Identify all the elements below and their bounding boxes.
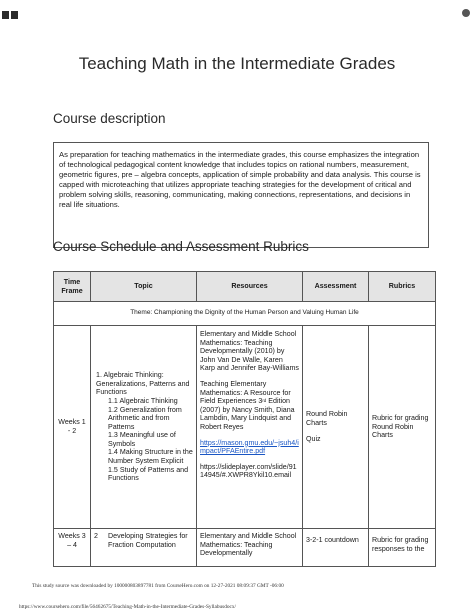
row1-subtopic: 1.3 Meaningful use of Symbols xyxy=(108,431,176,448)
row1-resource-2-sup: rd xyxy=(262,398,267,404)
row1-assessment-1: Round Robin Charts xyxy=(306,410,348,427)
row2-resource: Elementary and Middle School Mathematics: Teaching Developmentally xyxy=(197,529,303,567)
theme-text: Theme: Championing the Dignity of the Human Person and Valuing Human Life xyxy=(54,302,436,326)
corner-logo-icon xyxy=(1,9,19,21)
row1-link-1[interactable]: https://mason.gmu.edu/~jsuh4/impact/PFAEntire.pdf xyxy=(200,438,299,456)
download-notice: This study source was downloaded by 100000803897781 from CourseHero.com on 12-27-2021 08:09:37 GMT -06:00 xyxy=(32,583,284,589)
theme-row xyxy=(54,302,436,326)
row2-topic xyxy=(91,529,197,567)
row1-subtopic: 1.2 Generalization from Arithmetic and from Patterns xyxy=(108,405,182,431)
row1-resources xyxy=(197,326,303,529)
row1-subtopic: 1.5 Study of Patterns and Functions xyxy=(108,465,189,483)
header-time-frame: Time Frame xyxy=(54,272,91,302)
row1-resource-2-text-end: Edition (2007) by Nancy Smith, Diana Lambdin, Mary Lindquist and Robert Reyes xyxy=(200,397,295,431)
header-resources: Resources xyxy=(197,272,303,302)
row1-assessment xyxy=(303,326,369,529)
row2-rubric: Rubric for grading responses to the xyxy=(369,529,436,567)
table-header-row xyxy=(54,272,436,302)
row2-topic-text: Developing Strategies for Fraction Computation xyxy=(108,532,188,549)
row1-resource-2 xyxy=(200,380,299,432)
row1-rubric: Rubric for grading Round Robin Charts xyxy=(369,326,436,529)
course-description-text: As preparation for teaching mathematics in the intermediate grades, this course emphasizes the integration of technological pedagogical content knowledge that includes topics on rational numbers, measurement, geometric figures, pre – algebra concepts, application of simple probability and data analysis. This course is capped with microteaching that utilizes appropriate teaching strategies for the development of critical and problem solving skills, reasoning, communicating, making connections, representations, and decisions in real life situations. xyxy=(59,150,421,209)
schedule-table xyxy=(53,271,436,567)
row1-link-2[interactable]: https://slideplayer.com/slide/9114945/#.XWPR8Ykil10.email xyxy=(200,462,297,480)
source-url[interactable]: https://www.coursehero.com/file/56462675/Teaching-Math-in-the-Intermediate-Grades-Syllabusdocx/ xyxy=(19,604,236,610)
course-description-box xyxy=(53,142,429,248)
document-title: Teaching Math in the Intermediate Grades xyxy=(78,54,396,73)
row1-resource-2-text: Teaching Elementary Mathematics: A Resource for Field Experiences 3 xyxy=(200,379,291,406)
row2-assessment: 3-2-1 countdown xyxy=(303,529,369,567)
schedule-heading: Course Schedule and Assessment Rubrics xyxy=(53,239,309,254)
table-row xyxy=(54,326,436,529)
header-assessment: Assessment xyxy=(303,272,369,302)
row1-resource-1: Elementary and Middle School Mathematics: Teaching Developmentally (2010) by John Van De Walle, Karen Karp and Jennifer Bay-Williams xyxy=(200,330,299,373)
corner-mark-icon xyxy=(460,7,472,19)
header-rubrics: Rubrics xyxy=(369,272,436,302)
row1-subtopic: 1.4 Making Structure in the Number System Explicit xyxy=(108,448,193,466)
row1-topic xyxy=(91,326,197,529)
row1-subtopic: 1.1 Algebraic Thinking xyxy=(108,396,178,405)
row2-time: Weeks 3 – 4 xyxy=(54,529,91,567)
row1-assessment-2: Quiz xyxy=(306,435,321,444)
course-description-heading: Course description xyxy=(53,111,166,126)
row1-topic-main: 1. Algebraic Thinking: Generalizations, Patterns and Functions xyxy=(96,371,190,397)
row2-topic-number: 2 xyxy=(94,532,98,540)
header-topic: Topic xyxy=(91,272,197,302)
table-row xyxy=(54,529,436,567)
row1-time: Weeks 1 - 2 xyxy=(54,326,91,529)
